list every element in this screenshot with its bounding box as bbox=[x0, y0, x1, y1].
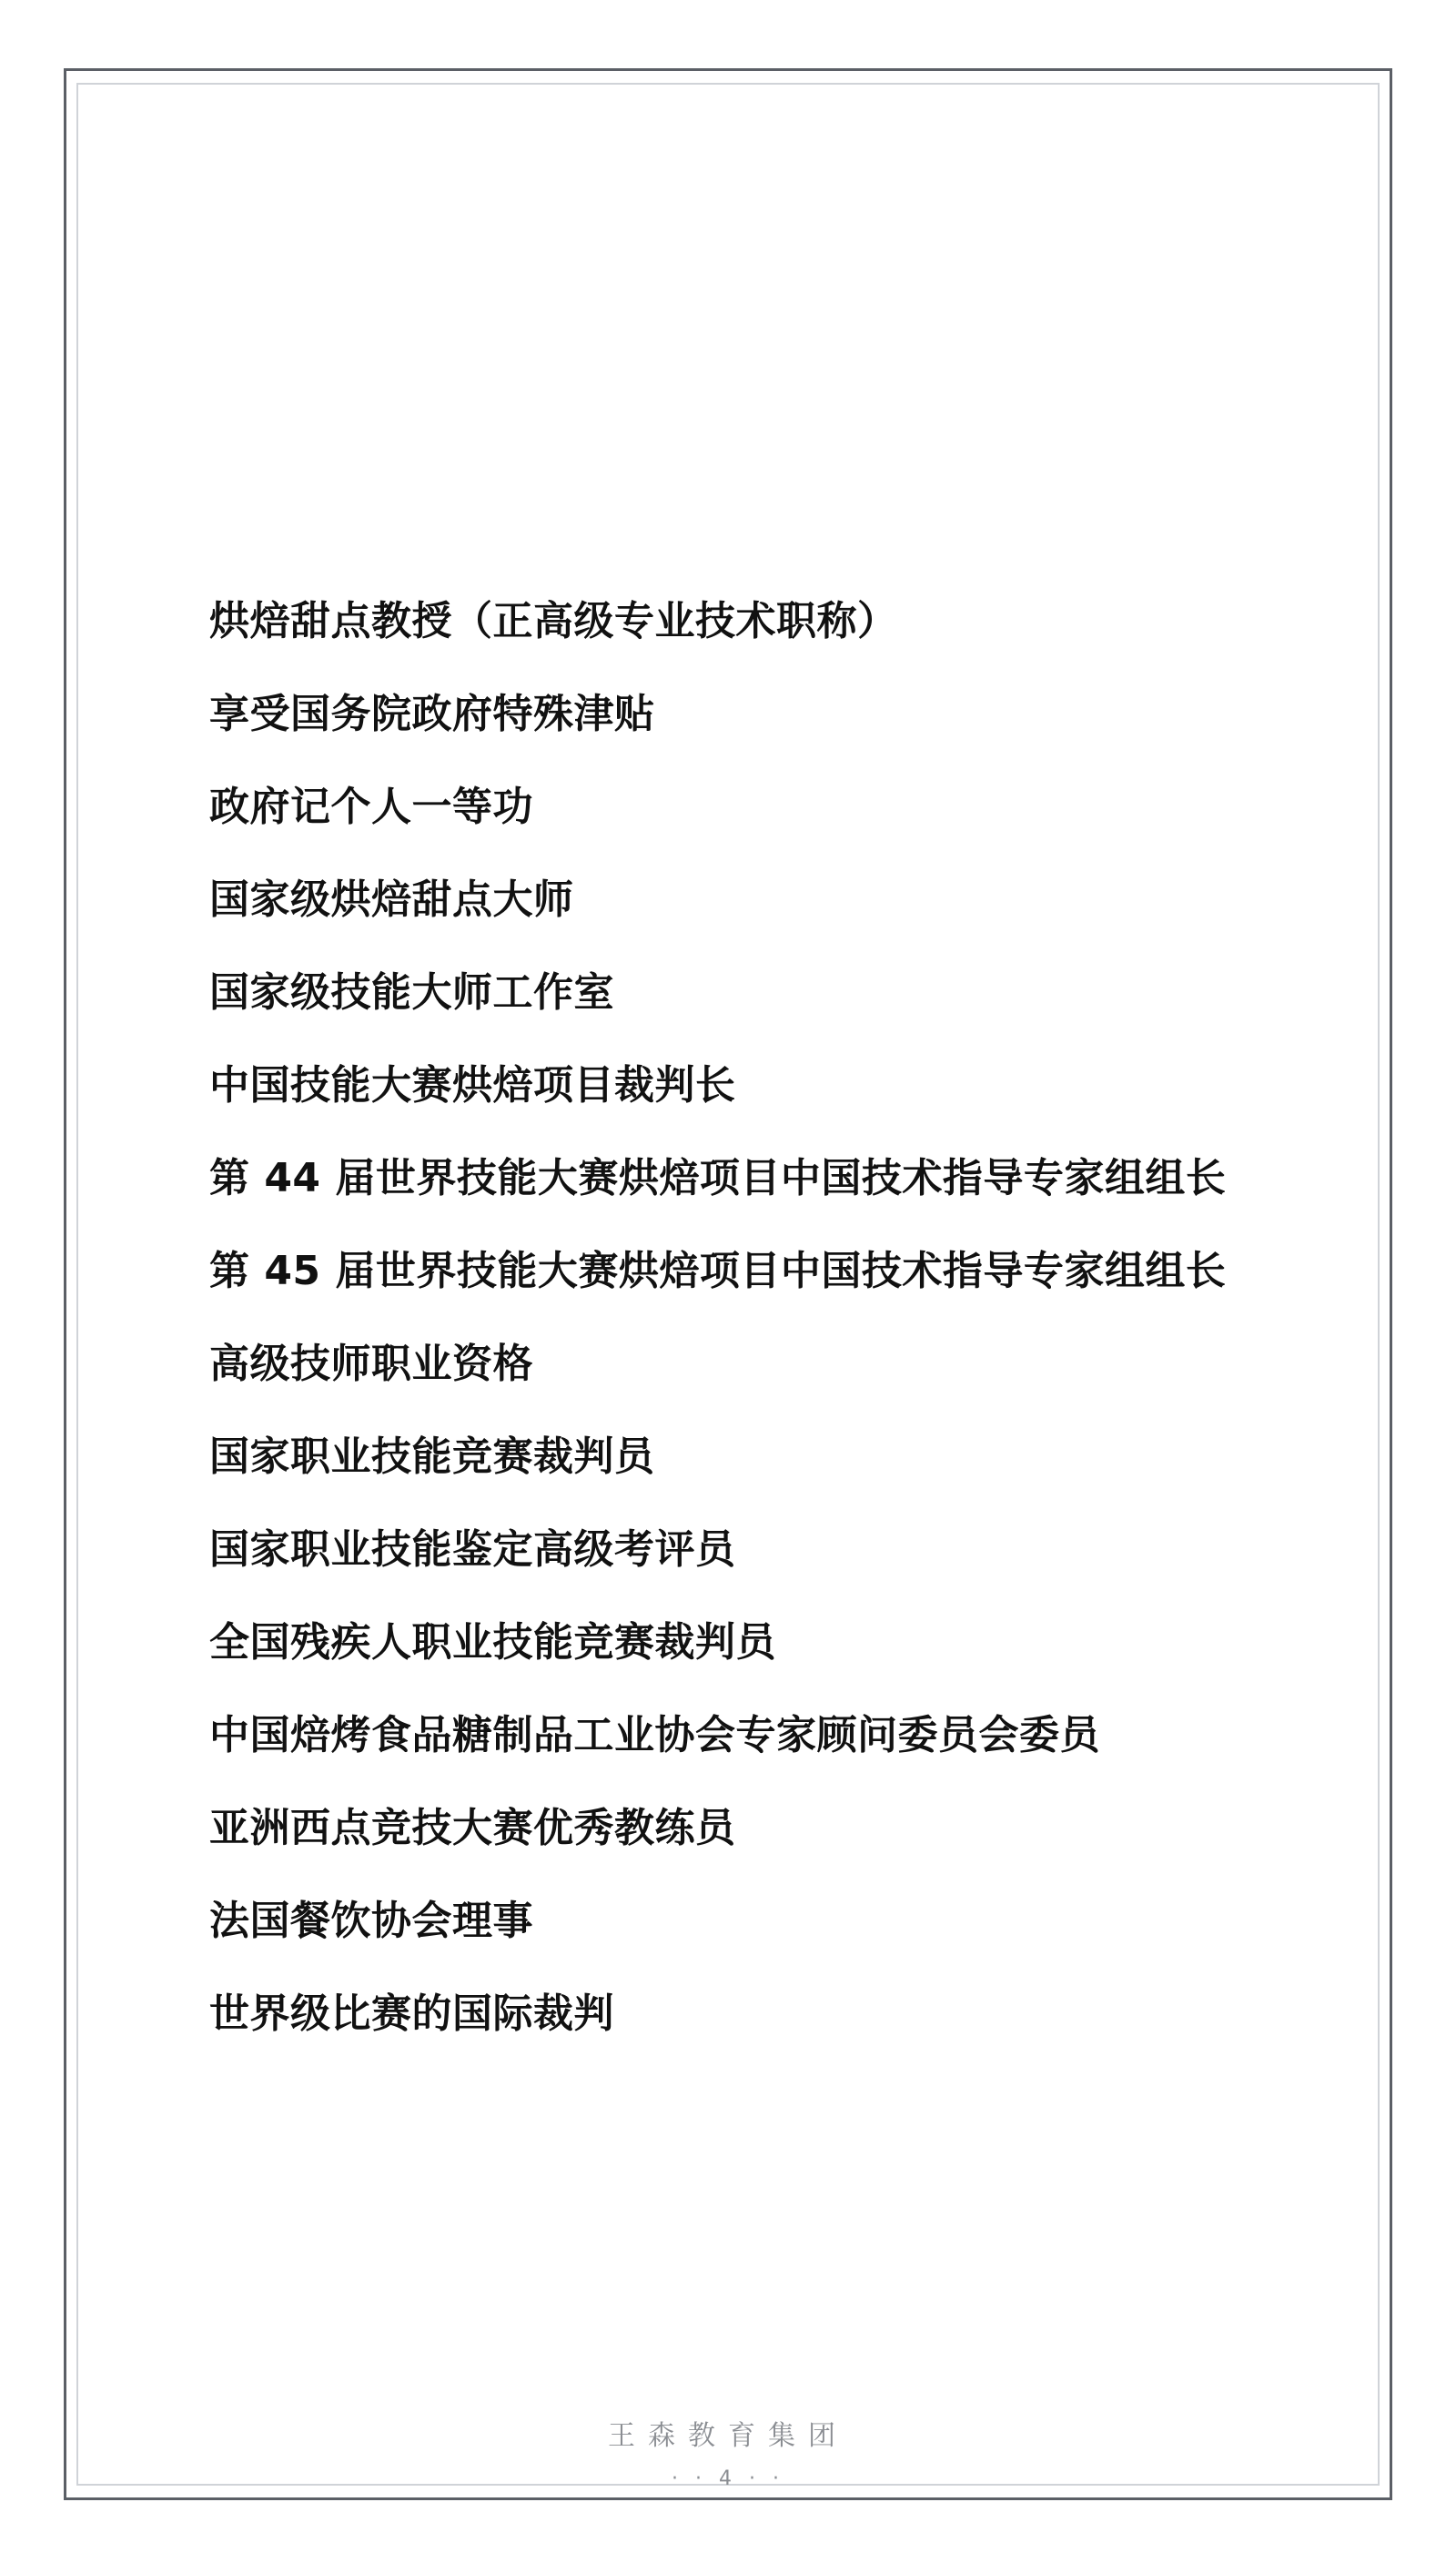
credential-item: 国家级技能大师工作室 bbox=[209, 969, 614, 1016]
credential-item: 亚洲西点竞技大赛优秀教练员 bbox=[209, 1805, 736, 1851]
credential-item: 政府记个人一等功 bbox=[209, 784, 533, 830]
credential-item: 法国餐饮协会理事 bbox=[209, 1898, 533, 1944]
credential-item: 国家职业技能竞赛裁判员 bbox=[209, 1433, 655, 1480]
credential-item: 享受国务院政府特殊津贴 bbox=[209, 691, 655, 737]
credential-item: 烘焙甜点教授（正高级专业技术职称） bbox=[209, 598, 898, 644]
credential-item: 国家级烘焙甜点大师 bbox=[209, 876, 574, 923]
credential-item: 第 44 届世界技能大赛烘焙项目中国技术指导专家组组长 bbox=[209, 1155, 1227, 1201]
credential-item: 高级技师职业资格 bbox=[209, 1341, 533, 1387]
credential-item: 中国焙烤食品糖制品工业协会专家顾问委员会委员 bbox=[209, 1712, 1100, 1758]
credentials-list bbox=[209, 590, 1226, 2075]
page-number: · · 4 · · bbox=[672, 2467, 784, 2490]
footer-company-name: 王森教育集团 bbox=[608, 2420, 848, 2452]
credential-item: 全国残疾人职业技能竞赛裁判员 bbox=[209, 1619, 776, 1666]
credential-item: 世界级比赛的国际裁判 bbox=[209, 1991, 614, 2037]
credential-item: 中国技能大赛烘焙项目裁判长 bbox=[209, 1062, 736, 1109]
credential-item: 国家职业技能鉴定高级考评员 bbox=[209, 1526, 736, 1573]
credential-item: 第 45 届世界技能大赛烘焙项目中国技术指导专家组组长 bbox=[209, 1248, 1227, 1294]
